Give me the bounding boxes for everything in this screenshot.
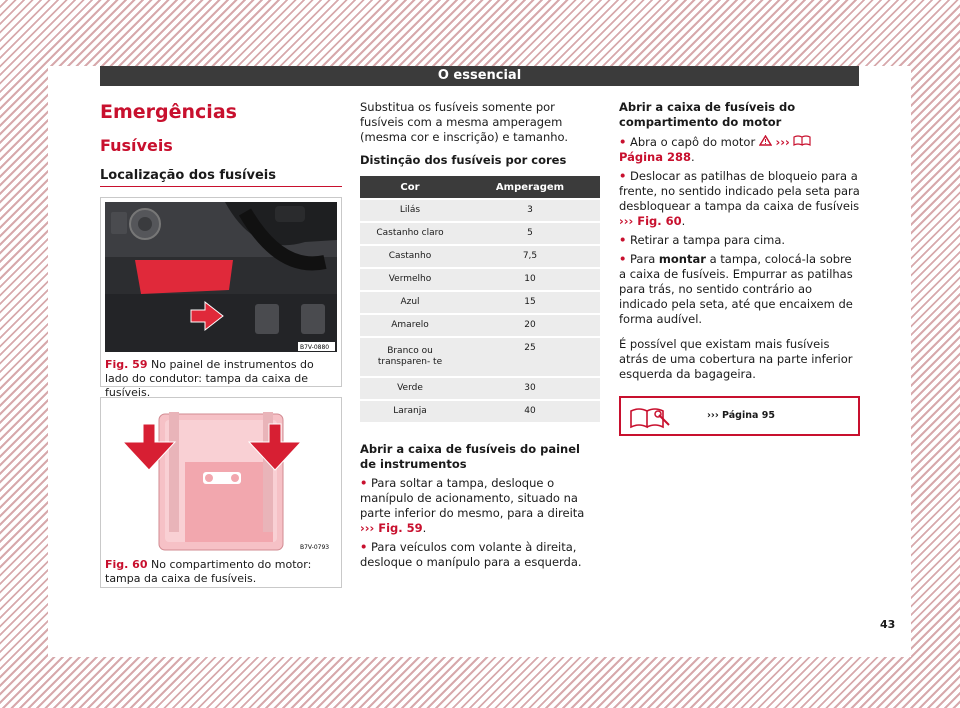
table-row: [360, 223, 600, 244]
dash-bullet-2: [360, 540, 600, 570]
fig60-caption: [105, 558, 337, 586]
bullet-dot-icon: •: [360, 540, 368, 554]
fuse-color: Amarelo: [360, 315, 460, 336]
dashboard-illustration: [105, 202, 337, 352]
right-column: [619, 100, 860, 436]
subsection-title: Localização dos fusíveis: [100, 168, 342, 187]
bullet-dot-icon: •: [619, 252, 627, 266]
bullet-dot-icon: •: [360, 476, 368, 490]
intro-paragraph: Substitua os fusíveis somente por fusíveis com a mesma amperagem (mesma cor e inscrição) e tamanho.: [360, 100, 569, 144]
engine-bullet-1-text: Abra o capô do motor: [630, 135, 756, 149]
fig59-code: B7V-0880: [300, 344, 330, 351]
fuse-amperage: 20: [460, 315, 600, 336]
dash-bullet-2-text: Para veículos com volante à direita, desloque o manípulo para a esquerda.: [360, 540, 582, 569]
left-column: [100, 100, 342, 588]
fuse-color: Verde: [360, 378, 460, 399]
fuse-amperage: 5: [460, 223, 600, 244]
dash-section-title: Abrir a caixa de fusíveis do painel de instrumentos: [360, 442, 580, 471]
engine-bullet-4-text: a tampa, colocá-la sobre a caixa de fusíveis. Empurrar as patilhas para trás, no sentido contrário ao indicado pela seta, até que encaixem de forma audível.: [619, 252, 853, 326]
engine-bullet-1: • Abra o capô do motor ››› Página 288.: [619, 134, 860, 165]
fuse-amperage: 10: [460, 269, 600, 290]
table-row: [360, 338, 600, 376]
figure-59: [100, 197, 342, 399]
fuse-color: Castanho claro: [360, 223, 460, 244]
table-row: [360, 269, 600, 290]
engine-bullet-3-text: Retirar a tampa para cima.: [630, 233, 786, 247]
fuse-color: Azul: [360, 292, 460, 313]
table-row: [360, 401, 600, 422]
dashboard-photo: [105, 202, 337, 352]
engine-paragraph: É possível que existam mais fusíveis atrás de uma cobertura na parte inferior esquerda da bagageira.: [619, 337, 853, 381]
fuse-color: Laranja: [360, 401, 460, 422]
bullet-dot-icon: •: [619, 169, 627, 183]
column-header-amperage: Amperagem: [460, 176, 600, 198]
engine-ref-arrows[interactable]: ›››: [775, 135, 790, 149]
figure-60: [100, 397, 342, 588]
engine-fusebox-photo: [105, 402, 337, 552]
fuse-amperage: 25: [460, 338, 600, 376]
fuse-amperage: 15: [460, 292, 600, 313]
middle-column: [360, 100, 600, 570]
fuse-color-table: [360, 174, 600, 424]
fig60-link[interactable]: ››› Fig. 60: [619, 214, 682, 228]
fuse-amperage: 40: [460, 401, 600, 422]
fuse-color: Lilás: [360, 200, 460, 221]
dash-bullet-1-text: Para soltar a tampa, desloque o manípulo de acionamento, situado na parte inferior do mesmo, para a direita: [360, 476, 585, 520]
fig60-number: Fig. 60: [105, 558, 148, 571]
fig59-caption-text: No painel de instrumentos do lado do condutor: tampa da caixa de fusíveis.: [105, 358, 314, 399]
fig60-caption-text: No compartimento do motor: tampa da caixa de fusíveis.: [105, 558, 312, 585]
fusebox-illustration: [105, 402, 337, 552]
bullet-dot-icon: •: [619, 233, 627, 247]
table-row: [360, 200, 600, 221]
engine-bullet-4: [619, 252, 860, 327]
fuse-color: Castanho: [360, 246, 460, 267]
page-288-link[interactable]: Página 288: [619, 150, 692, 164]
column-header-color: Cor: [360, 176, 460, 198]
fig60-code: B7V-0793: [300, 544, 330, 551]
engine-bullet-3: [619, 233, 860, 248]
book-wrench-icon: [629, 405, 673, 429]
table-row: [360, 378, 600, 399]
table-row: [360, 292, 600, 313]
table-row: [360, 246, 600, 267]
fuse-amperage: 7,5: [460, 246, 600, 267]
bullet-dot-icon: •: [619, 135, 627, 149]
engine-bullet-2: • Deslocar as patilhas de bloqueio para a frente, no sentido indicado pela seta para desbloquear a tampa da caixa de fusíveis ››› Fig. 60.: [619, 169, 860, 228]
page-95-link[interactable]: ››› Página 95: [707, 410, 775, 421]
table-title: Distinção dos fusíveis por cores: [360, 153, 567, 167]
page-number: 43: [880, 618, 896, 631]
dash-bullet-1: • Para soltar a tampa, desloque o manípulo de acionamento, situado na parte inferior do mesmo, para a direita ››› Fig. 59.: [360, 476, 585, 535]
fuse-color: Branco ou transparen- te: [360, 338, 460, 376]
fuse-color: Vermelho: [360, 269, 460, 290]
fig59-number: Fig. 59: [105, 358, 148, 371]
section-subtitle: Fusíveis: [100, 136, 173, 155]
table-header-row: [360, 176, 600, 198]
engine-bullet-4-pre: Para: [630, 252, 656, 266]
engine-section-title: Abrir a caixa de fusíveis do compartimento do motor: [619, 100, 796, 129]
note-box: [619, 396, 860, 436]
fuse-amperage: 30: [460, 378, 600, 399]
book-wrench-icon: [793, 134, 813, 146]
warning-icon: [759, 135, 772, 146]
fig59-link[interactable]: ››› Fig. 59: [360, 521, 423, 535]
engine-bullet-2-text: Deslocar as patilhas de bloqueio para a frente, no sentido indicado pela seta para desbloquear a tampa da caixa de fusíveis: [619, 169, 860, 213]
chapter-header: O essencial: [100, 66, 859, 86]
engine-bullet-4-bold: montar: [658, 252, 706, 266]
fig59-caption: [105, 358, 337, 400]
table-row: [360, 315, 600, 336]
section-title: Emergências: [100, 101, 237, 123]
fuse-amperage: 3: [460, 200, 600, 221]
